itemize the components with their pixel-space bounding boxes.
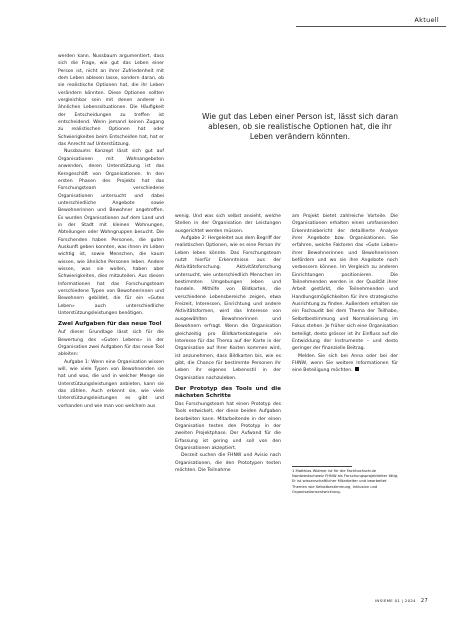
publication-label: INSIEME 01 | 2024 xyxy=(374,598,416,603)
paragraph: Das Forschungsteam hat einen Prototyp des Tools entwickelt, der diese beiden Aufgaben bearbeiten kann. Mitarbeitende in der einen Organisation testen den Prototyp in der zweiten Projektphase. Der Aufwand für die Erfassung ist gering und soll von den Organisationen akzeptiert. xyxy=(175,401,281,451)
subheading: Zwei Aufgaben für das neue Tool xyxy=(58,321,162,328)
page-footer xyxy=(375,598,428,604)
paragraph: Auf dieser Grundlage lässt sich für die Bewertung des «Guten Lebens» in der Organisation zwei Aufgaben für das neue Tool ableiten: xyxy=(58,330,164,358)
paragraph: Aufgabe 1: Wenn eine Organisation wissen will, wie viele Typen von Bewohnenden sie hat und was, die und in welcher Menge sie Unterstützungsleistungen anbieten, kann sie das zählen. Auch erkennt sie, wie viele Unterstützungsleistungen es gibt und vorhanden und wie man von welchem aus xyxy=(58,359,164,409)
column-right xyxy=(292,213,398,375)
section-label: Aktuell xyxy=(414,16,439,24)
end-mark-icon xyxy=(355,367,359,371)
column-left xyxy=(58,53,164,410)
footnote-divider xyxy=(292,466,352,467)
paragraph: werden kann. Nussbaum argumentiert, dass sich die Frage, wie gut das Leben einer Person ist, nicht an ihrer Zufriedenheit mit dem Leben ablesen lasse, sondern daran, ob sie realistische Optionen hat, die ihr Leben verändern könnten. Diese Optionen sollten vergleichbar sein mit denen anderer in ähnlichen Lebenssituationen. Die Häufigkeit der Entscheidungen zu treffen ist entscheidend. Wenn jemand keinen Zugang zu realistischen Optionen hat oder Schwierigkeiten beim Entscheiden hat, hat er das Anrecht auf Unterstützung. xyxy=(58,54,164,148)
paragraph: am Projekt bietet zahlreiche Vorteile. Die Organisationen erhalten einen umfassenden Erkenntnisbericht der detaillierte Analyse ihrer Angebote bzw. Organisationen. Sie erfahren, welche Faktoren das «Gute Leben» ihrer Bewohnerinnen und Bewohnerinnen befördern und wo sie ihre Angebote noch verbessern können. Im Vergleich zu anderen Einrichtungen positionieren. Die Teilnehmenden werden in der Qualität ihrer Arbeit gestärkt, die Teilnehmenden und Handlungsmöglichkeiten für ihre strategische Ausrichtung zu finden. Außerdem erhalten sie ein Fachaudit bei dem Thema der Teilhabe, Selbstbestimmung und Normalisierung im Fokus stehen. Je früher sich eine Organisation beteiligt, desto grösser ist ihr Einfluss auf die Entwicklung der Instrumente – und desto geringer der finanzielle Beitrag. xyxy=(292,214,398,352)
column-middle xyxy=(175,213,281,474)
subheading: Der Prototyp des Tools und die nächsten Schritte xyxy=(175,385,281,399)
header-divider xyxy=(296,26,446,27)
closing-text: Melden Sie sich bei Anna oder bei der FHNW, wenn Sie weitere Informationen für eine Beteiligung möchten. xyxy=(292,353,398,374)
footnote: 1 Matthias Widmer ist für die Fachhochschule Nordwestschweiz FHNW als Forschungsprojektleiter tätig. Er ist wissenschaftlicher Mitarbeiter und bearbeitet Themen wie Selbstbestimmung, Inklusion und Organisationsentwicklung. xyxy=(292,469,399,494)
paragraph: Aufgabe 2: Hergeleitet aus dem Begriff der realistischen Optionen, wie es eine Person ihr Leben leben könnte. Das Forschungsteam nutzt hierfür Erkenntnisse aus der Aktivitätsforschung. Aktivitätsforschung untersucht, wie unterschiedlich Menschen im bestimmten Umgebungen leben und handeln. Mithilfe von Bildkarten, die verschiedene Lebensbereiche zeigen, etwa Freizeit, Interessen, Einrichtung und andere Aktivitätsformen, wird das Interesse von ausgewählten Bewohnerinnen und Bewohnern erfragt. Wenn die Organisation gleichzeitig pro Bildkartenkategorie ein Interesse für das Thema auf der Karte in der Organisation auf Ihrer Kosten kommen wird, ist anzunehmen, dass Bildkarten bis, wie es gibt, die Chance für bestimmte Personen ihr Leben ihr eigenes Lebensstil in der Organisation nachzuleben. xyxy=(175,236,281,381)
paragraph: Derzeit suchen die FHNW und Avisio nach Organisationen, die den Prototypen testen möchten. Die Teilnahme xyxy=(175,453,281,473)
paragraph: Nussbaums Konzept lässt sich gut auf Organisationen mit Wohnangeboten anwenden, deren Unterstützung ist das Kerngeschäft von Organisationen. In den ersten Phasen des Projekts hat das Forschungsteam verschiedene Organisationen untersucht und dabei unterschiedliche Angebote sowie Bewohnerinnen und Bewohner angetroffen. Es wurden Organisationen auf dem Land und in der Stadt mit kleinen Wohnungen, Abteilungen oder Wohngruppen besucht. Die Forschenden haben Personen, die guten Auskunft geben konnten, was ihnen im Leben wichtig ist, sowie Menschen, die kaum wissen, wie ähnliche Personen leben. Andere wissen, was sie wollen, haben aber Schwierigkeiten, dies mitzuteilen. Aus diesen Informationen hat das Forschungsteam verschiedene Typen von Bewohnerinnen und Bewohnern gebildet, die für ein «Gutes Leben» auch unterschiedliche Unterstützungsleistungen benötigen. xyxy=(58,149,164,317)
paragraph: wenig. Und was sich selbst ansieht, welche Stellen in der Organisation der Leistungen ausgerichtet werden müssen. xyxy=(175,214,281,234)
pull-quote: Wie gut das Leben einer Person ist, lässt sich daran ablesen, ob sie realistische Optionen hat, die ihr Leben verändern könnten. xyxy=(201,112,399,141)
paragraph-closing xyxy=(292,353,398,375)
page-number: 27 xyxy=(420,598,428,604)
